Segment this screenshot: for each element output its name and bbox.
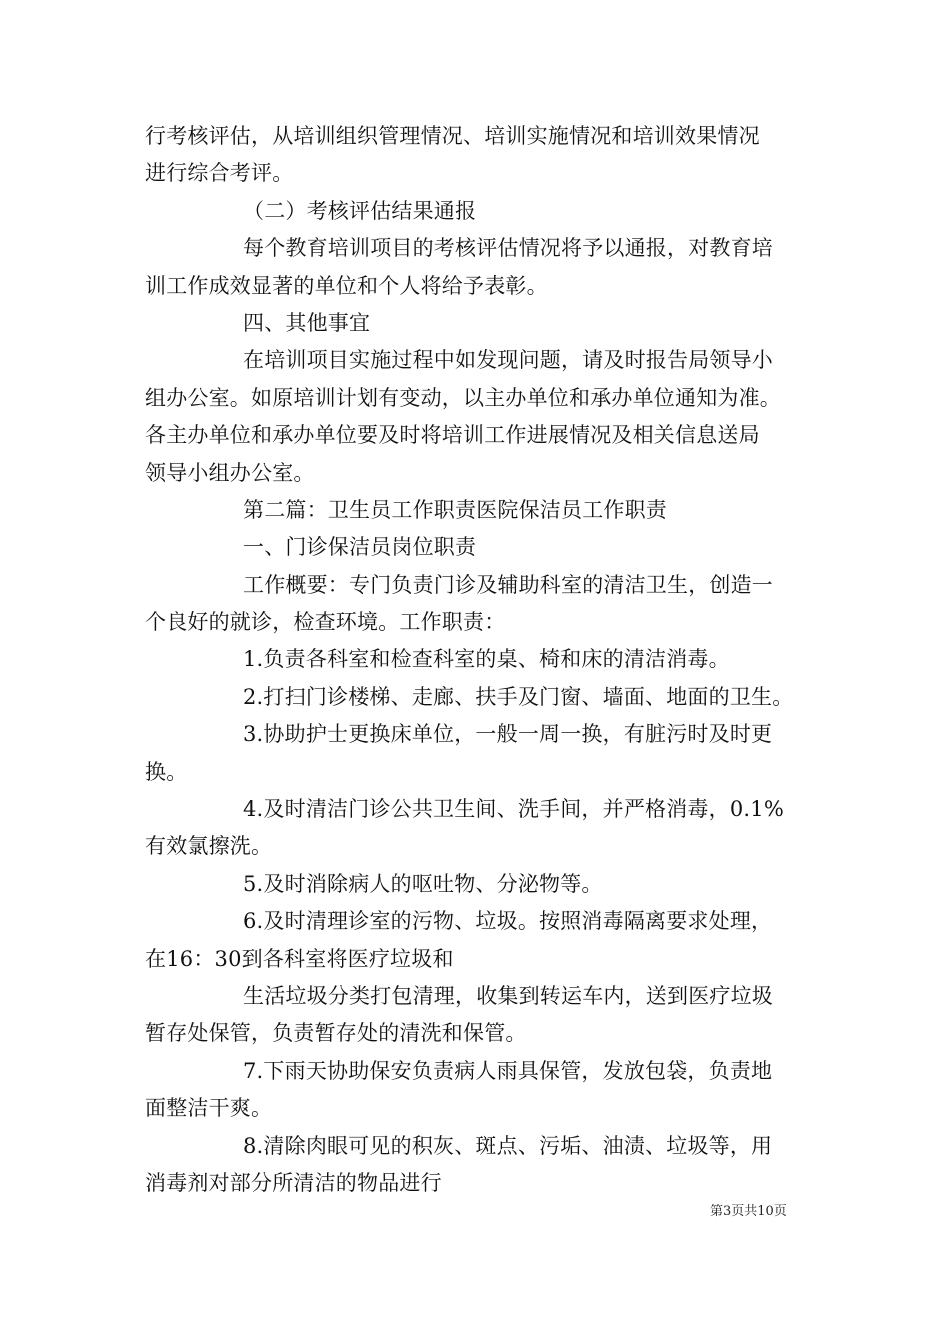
- text-line: 生活垃圾分类打包清理，收集到转运车内，送到医疗垃圾: [243, 983, 773, 1008]
- text-line: 进行综合考评。: [145, 161, 294, 186]
- text-line: 工作概要：专门负责门诊及辅助科室的清洁卫生，创造一: [243, 572, 773, 597]
- text-line: 训工作成效显著的单位和个人将给予表彰。: [145, 273, 548, 298]
- list-item: 6.及时清理诊室的污物、垃圾。按照消毒隔离要求处理，: [243, 909, 773, 934]
- text-line: 换。: [145, 759, 188, 784]
- page-number: 第3页共10页: [710, 1204, 787, 1219]
- list-item: 3.协助护士更换床单位，一般一周一换，有脏污时及时更: [243, 722, 773, 747]
- chapter-heading: 第二篇：卫生员工作职责医院保洁员工作职责: [243, 497, 667, 522]
- text-line: 暂存处保管，负责暂存处的清洗和保管。: [145, 1021, 527, 1046]
- list-item: 5.及时消除病人的呕吐物、分泌物等。: [243, 871, 603, 896]
- text-line: 面整洁干爽。: [145, 1096, 273, 1121]
- list-item: 4.及时清洁门诊公共卫生间、洗手间，并严格消毒，0.1%: [243, 797, 784, 822]
- text-line: 有效氯擦洗。: [145, 834, 273, 859]
- text-line: 在培训项目实施过程中如发现问题，请及时报告局领导小: [243, 348, 773, 373]
- section-heading: 一、门诊保洁员岗位职责: [243, 535, 477, 560]
- section-heading: 四、其他事宜: [243, 310, 371, 335]
- list-item: 1.负责各科室和检查科室的桌、椅和床的清洁消毒。: [243, 647, 730, 672]
- text-line: 行考核评估，从培训组织管理情况、培训实施情况和培训效果情况: [145, 124, 760, 148]
- section-heading: （二）考核评估结果通报: [243, 198, 477, 223]
- text-line: 领导小组办公室。: [145, 460, 315, 485]
- list-item: 2.打扫门诊楼梯、走廊、扶手及门窗、墙面、地面的卫生。: [243, 684, 794, 709]
- text-line: 在16：30到各科室将医疗垃圾和: [145, 946, 454, 971]
- text-line: 组办公室。如原培训计划有变动，以主办单位和承办单位通知为准。: [145, 385, 781, 410]
- text-line: 消毒剂对部分所清洁的物品进行: [145, 1170, 442, 1195]
- list-item: 8.清除肉眼可见的积灰、斑点、污垢、油渍、垃圾等，用: [243, 1133, 773, 1158]
- text-line: 每个教育培训项目的考核评估情况将予以通报，对教育培: [243, 236, 773, 261]
- list-item: 7.下雨天协助保安负责病人雨具保管，发放包袋，负责地: [243, 1058, 773, 1083]
- body-text: [145, 118, 825, 1202]
- text-line: 各主办单位和承办单位要及时将培训工作进展情况及相关信息送局: [145, 423, 760, 448]
- text-line: 个良好的就诊，检查环境。工作职责：: [145, 610, 506, 635]
